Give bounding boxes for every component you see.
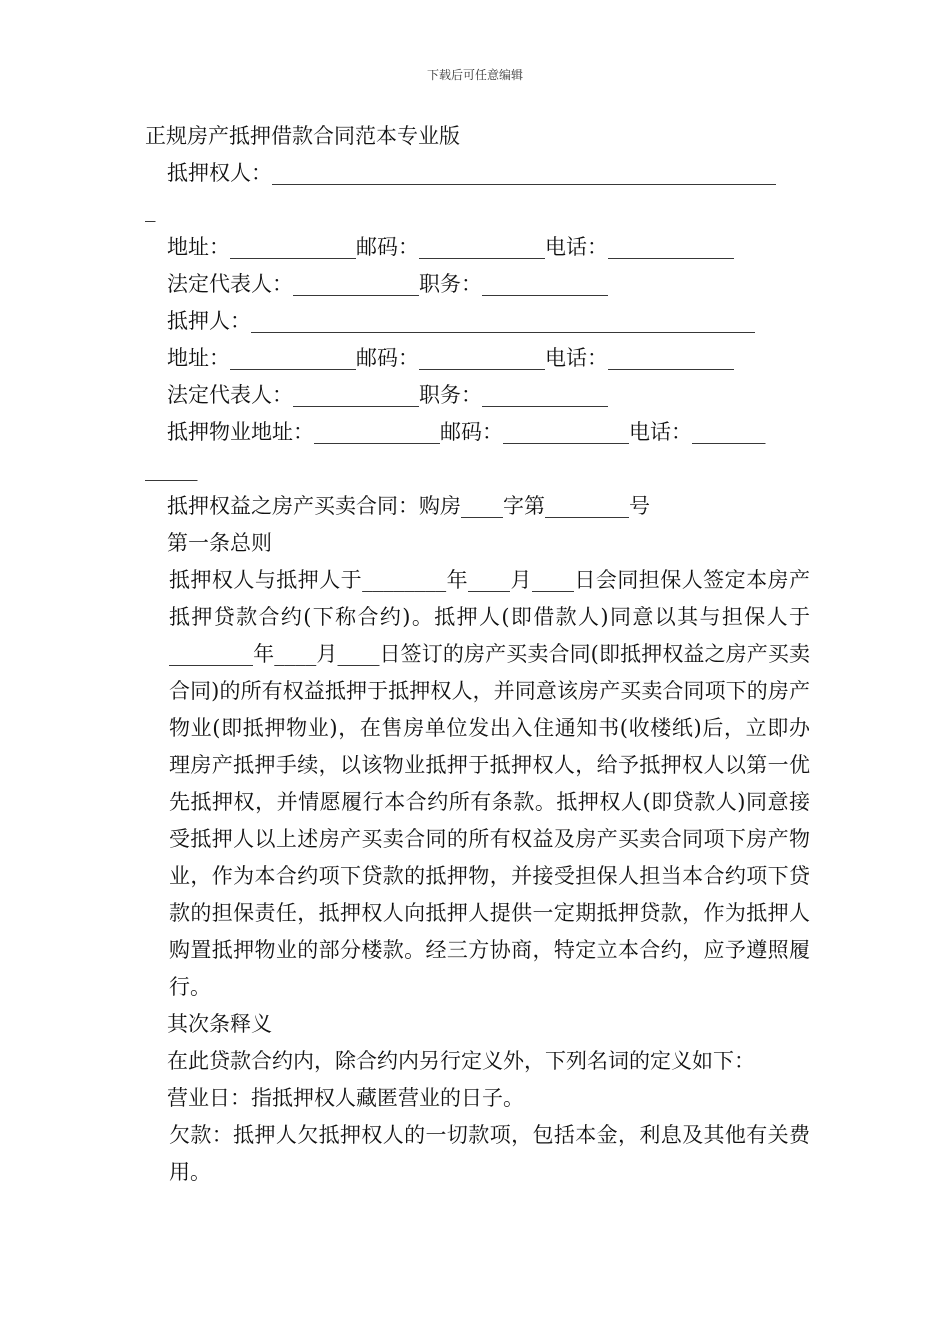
mortgagee-name-continuation: _ bbox=[145, 198, 156, 222]
page-header: 下载后可任意编辑 bbox=[426, 68, 523, 82]
definition-business-day: 营业日：指抵押权人藏匿营业的日子。 bbox=[167, 1086, 524, 1110]
mortgagee-representative-line: 法定代表人：____________职务：____________ bbox=[167, 272, 608, 296]
mortgagee-address-line: 地址：____________邮码：____________电话：____________ bbox=[167, 235, 734, 259]
mortgagor-address-line: 地址：____________邮码：____________电话：____________ bbox=[167, 346, 734, 370]
mortgagor-representative-line: 法定代表人：____________职务：____________ bbox=[167, 383, 608, 407]
mortgagor-name-line: 抵押人：________________________________________________ bbox=[167, 309, 755, 333]
article2-heading: 其次条释义 bbox=[167, 1012, 272, 1036]
article1-heading: 第一条总则 bbox=[167, 531, 272, 555]
purchase-contract-line: 抵押权益之房产买卖合同：购房____字第________号 bbox=[167, 494, 650, 518]
definition-debt: 欠款：抵押人欠抵押权人的一切款项，包括本金，利息及其他有关费用。 bbox=[169, 1123, 810, 1184]
property-address-continuation: _____ bbox=[145, 457, 198, 481]
document-body bbox=[145, 118, 810, 1191]
property-address-line: 抵押物业地址：____________邮码：____________电话：_______ bbox=[167, 420, 766, 444]
article2-intro: 在此贷款合约内，除合约内另行定义外，下列名词的定义如下： bbox=[167, 1049, 755, 1073]
document-title: 正规房产抵押借款合同范本专业版 bbox=[145, 124, 460, 148]
article1-paragraph: 抵押权人与抵押人于________年____月____日会同担保人签定本房产抵押贷款合约(下称合约)。抵押人(即借款人)同意以其与担保人于________年____月____日签订的房产买卖合同(即抵押权益之房产买卖合同)的所有权益抵押于抵押权人，并同意该房产买卖合同项下的房产物业(即抵押物业)，在售房单位发出入住通知书(收楼纸)后，立即办理房产抵押手续，以该物业抵押于抵押权人，给予抵押权人以第一优先抵押权，并情愿履行本合约所有条款。抵押权人(即贷款人)同意接受抵押人以上述房产买卖合同的所有权益及房产买卖合同项下房产物业，作为本合约项下贷款的抵押物，并接受担保人担当本合约项下贷款的担保责任，抵押权人向抵押人提供一定期抵押贷款，作为抵押人购置抵押物业的部分楼款。经三方协商，特定立本合约，应予遵照履行。 bbox=[169, 568, 810, 999]
mortgagee-name-line: 抵押权人：________________________________________________ bbox=[167, 161, 776, 185]
